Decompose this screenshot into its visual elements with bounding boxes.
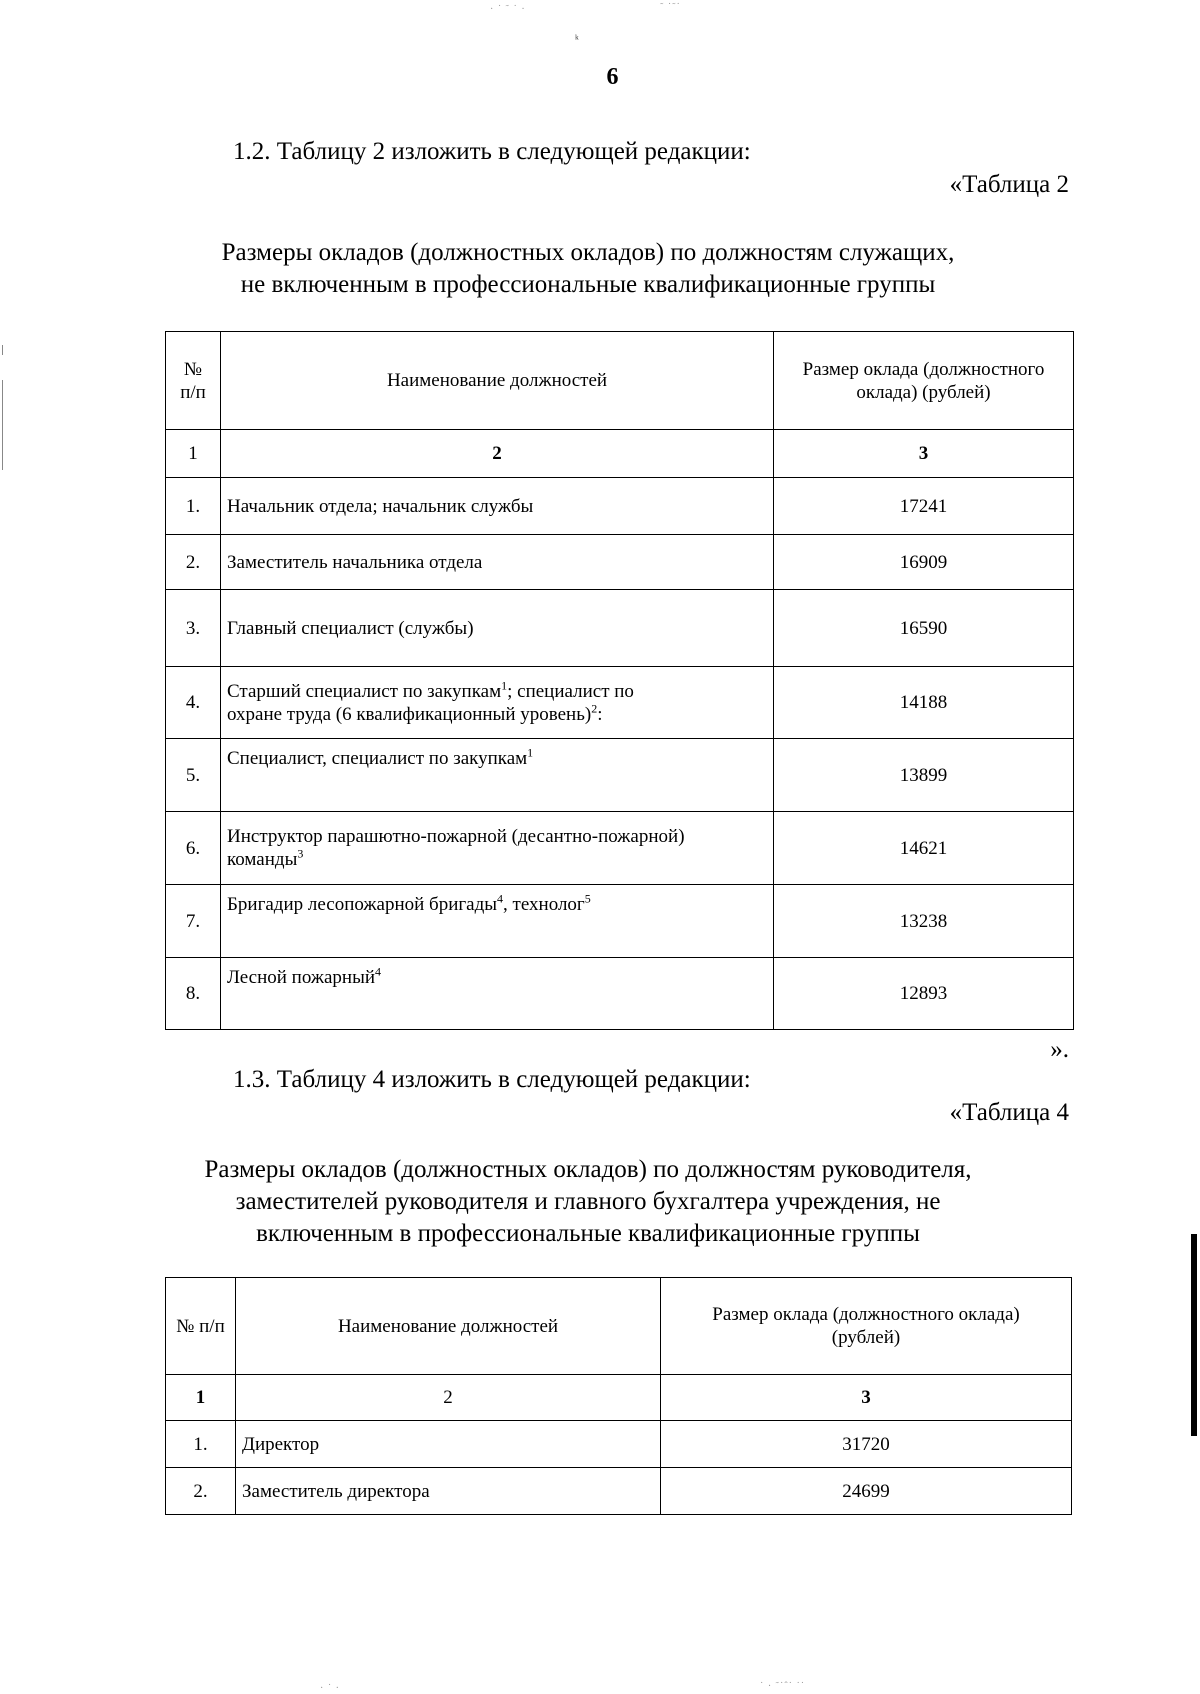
- row-num: 5.: [166, 739, 221, 812]
- scan-artifact: ᵏ: [575, 32, 580, 46]
- scan-artifact: [2, 380, 3, 470]
- table-row: [166, 812, 1074, 885]
- row-num: 8.: [166, 958, 221, 1030]
- row-salary: 16909: [774, 535, 1074, 590]
- table-4-caption: [0, 1154, 1188, 1250]
- table-row: [166, 1421, 1072, 1468]
- column-number-row: [166, 1375, 1072, 1421]
- table-row: [166, 1468, 1072, 1515]
- row-salary: 31720: [661, 1421, 1072, 1468]
- row-name: Заместитель директора: [236, 1468, 661, 1515]
- row-name: Инструктор парашютно-пожарной (десантно-пожарной) команды$^3$: [221, 812, 774, 885]
- row-salary: 14621: [774, 812, 1074, 885]
- row-num: 3.: [166, 590, 221, 667]
- table-4: [165, 1277, 1072, 1515]
- scan-artifact: ˙ · ˜˙ˆ˙ ˙˙: [760, 1681, 806, 1692]
- scan-artifact: · ˙ ˜ ˙ ·: [490, 4, 526, 15]
- page-number: 6: [606, 64, 619, 90]
- row-salary: 16590: [774, 590, 1074, 667]
- row-num: 4.: [166, 667, 221, 739]
- row-name: Лесной пожарный$^4$: [221, 958, 774, 1030]
- header-num: № п/п: [166, 332, 221, 430]
- row-name: Старший специалист по закупкам$^1$; специалист по охране труда (6 квалификационный уровень)$^2$:: [221, 667, 774, 739]
- table-row: [166, 535, 1074, 590]
- table-2-ref: «Таблица 2: [949, 171, 1069, 198]
- table-4-ref: «Таблица 4: [949, 1099, 1069, 1126]
- header-salary: Размер оклада (должностного оклада) (рублей): [774, 332, 1074, 430]
- column-number-row: [166, 430, 1074, 478]
- table-header-row: [166, 1278, 1072, 1375]
- row-num: 1.: [166, 478, 221, 535]
- scan-artifact: ˜ ˙˜˙: [660, 2, 681, 13]
- col-number: 3: [774, 430, 1074, 478]
- row-salary: 13238: [774, 885, 1074, 958]
- row-num: 7.: [166, 885, 221, 958]
- table-row: [166, 590, 1074, 667]
- row-salary: 17241: [774, 478, 1074, 535]
- table-2: [165, 331, 1074, 1030]
- caption-line: Размеры окладов (должностных окладов) по должностям руководителя,: [204, 1156, 972, 1183]
- col-number: 1: [166, 430, 221, 478]
- table-row: [166, 667, 1074, 739]
- header-name: Наименование должностей: [236, 1278, 661, 1375]
- table-2-closing: ».: [1050, 1036, 1069, 1063]
- header-name: Наименование должностей: [221, 332, 774, 430]
- caption-line: заместителей руководителя и главного бухгалтера учреждения, не: [235, 1188, 941, 1215]
- row-num: 2.: [166, 535, 221, 590]
- row-name: Заместитель начальника отдела: [221, 535, 774, 590]
- table-row: [166, 958, 1074, 1030]
- table-row: [166, 885, 1074, 958]
- header-num: № п/п: [166, 1278, 236, 1375]
- row-name: Директор: [236, 1421, 661, 1468]
- row-name: Начальник отдела; начальник службы: [221, 478, 774, 535]
- row-name: Главный специалист (службы): [221, 590, 774, 667]
- caption-line: включенным в профессиональные квалификационные группы: [256, 1220, 920, 1247]
- table-2-caption: [0, 237, 1188, 301]
- row-salary: 13899: [774, 739, 1074, 812]
- margin-mark: [1191, 1234, 1197, 1436]
- caption-line: не включенным в профессиональные квалификационные группы: [240, 271, 936, 298]
- row-num: 6.: [166, 812, 221, 885]
- row-name: Специалист, специалист по закупкам$^1$: [221, 739, 774, 812]
- col-number: 2: [236, 1375, 661, 1421]
- section-1-2-intro: 1.2. Таблицу 2 изложить в следующей редакции:: [233, 138, 751, 165]
- table-row: [166, 739, 1074, 812]
- table-header-row: [166, 332, 1074, 430]
- row-salary: 24699: [661, 1468, 1072, 1515]
- section-1-3-intro: 1.3. Таблицу 4 изложить в следующей редакции:: [233, 1066, 751, 1093]
- row-salary: 12893: [774, 958, 1074, 1030]
- row-salary: 14188: [774, 667, 1074, 739]
- row-num: 1.: [166, 1421, 236, 1468]
- caption-line: Размеры окладов (должностных окладов) по должностям служащих,: [221, 239, 955, 266]
- col-number: 3: [661, 1375, 1072, 1421]
- row-num: 2.: [166, 1468, 236, 1515]
- col-number: 2: [221, 430, 774, 478]
- scan-artifact: [2, 345, 3, 355]
- table-row: [166, 478, 1074, 535]
- col-number: 1: [166, 1375, 236, 1421]
- scan-artifact: · ˙ ·: [320, 1683, 340, 1694]
- row-name: Бригадир лесопожарной бригады$^4$, технолог$^5$: [221, 885, 774, 958]
- header-salary: Размер оклада (должностного оклада) (рублей): [661, 1278, 1072, 1375]
